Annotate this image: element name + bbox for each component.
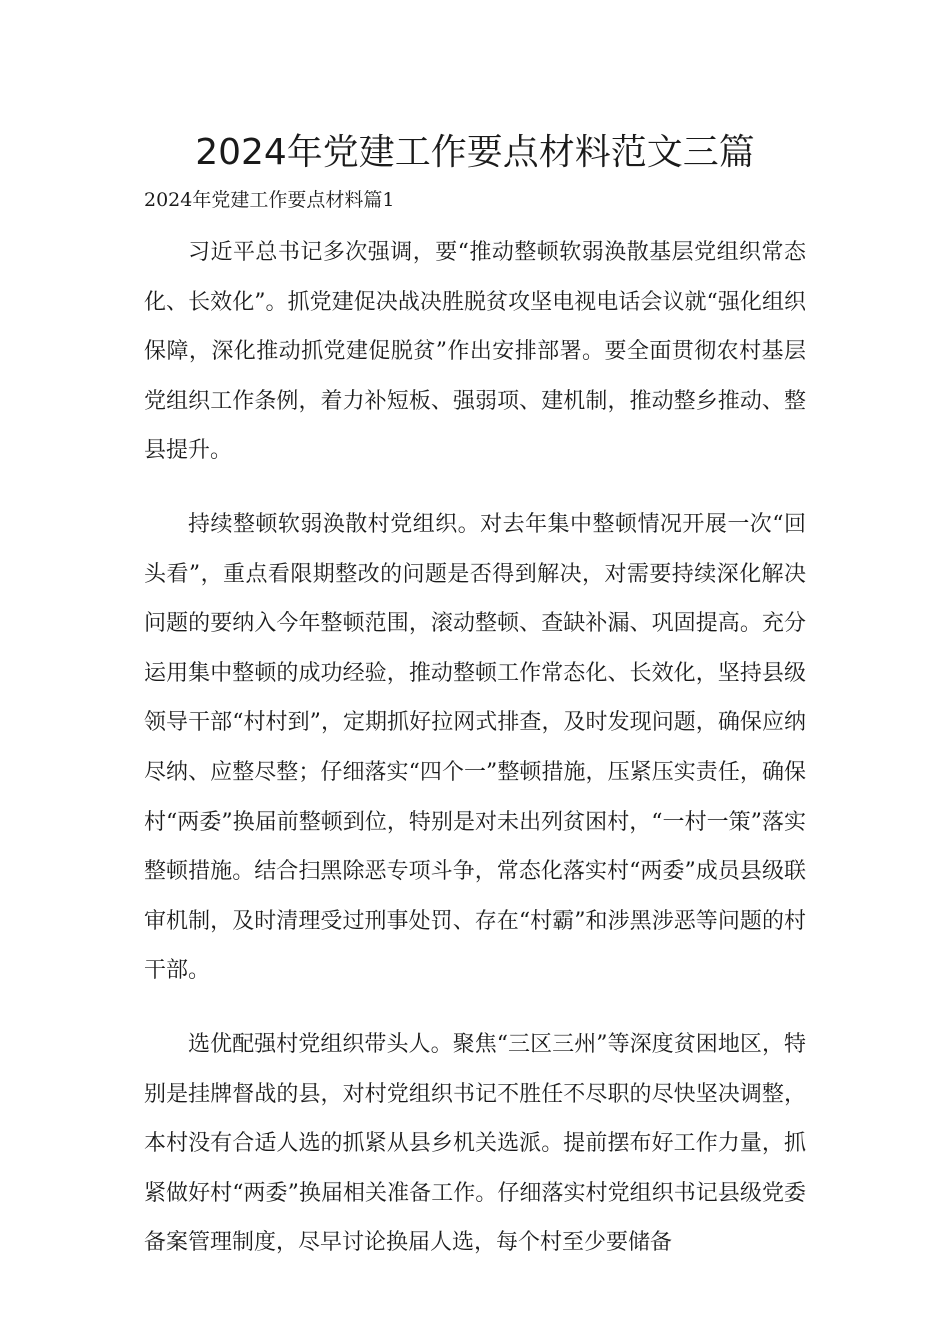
document-body (144, 228, 806, 1268)
paragraph-3: 选优配强村党组织带头人。聚焦“三区三州”等深度贫困地区，特别是挂牌督战的县，对村党组织书记不胜任不尽职的尽快坚决调整，本村没有合适人选的抓紧从县乡机关选派。提前摆布好工作力量，抓紧做好村“两委”换届相关准备工作。仔细落实村党组织书记县级党委备案管理制度，尽早讨论换届人选，每个村至少要储备 (144, 1031, 806, 1256)
paragraph-1: 习近平总书记多次强调，要“推动整顿软弱涣散基层党组织常态化、长效化”。抓党建促决战决胜脱贫攻坚电视电话会议就“强化组织保障，深化推动抓党建促脱贫”作出安排部署。要全面贯彻农村基层党组织工作条例，着力补短板、强弱项、建机制，推动整乡推动、整县提升。 (144, 240, 806, 464)
document-title: 2024年党建工作要点材料范文三篇 (195, 132, 755, 173)
section-heading: 2024年党建工作要点材料篇1 (144, 189, 395, 211)
paragraph-2: 持续整顿软弱涣散村党组织。对去年集中整顿情况开展一次“回头看”，重点看限期整改的问题是否得到解决，对需要持续深化解决问题的要纳入今年整顿范围，滚动整顿、查缺补漏、巩固提高。充分运用集中整顿的成功经验，推动整顿工作常态化、长效化，坚持县级领导干部“村村到”，定期抓好拉网式排查，及时发现问题，确保应纳尽纳、应整尽整；仔细落实“四个一”整顿措施，压紧压实责任，确保村“两委”换届前整顿到位，特别是对未出列贫困村，“一村一策”落实整顿措施。结合扫黑除恶专项斗争，常态化落实村“两委”成员县级联审机制，及时清理受过刑事处罚、存在“村霸”和涉黑涉恶等问题的村干部。 (144, 511, 806, 984)
